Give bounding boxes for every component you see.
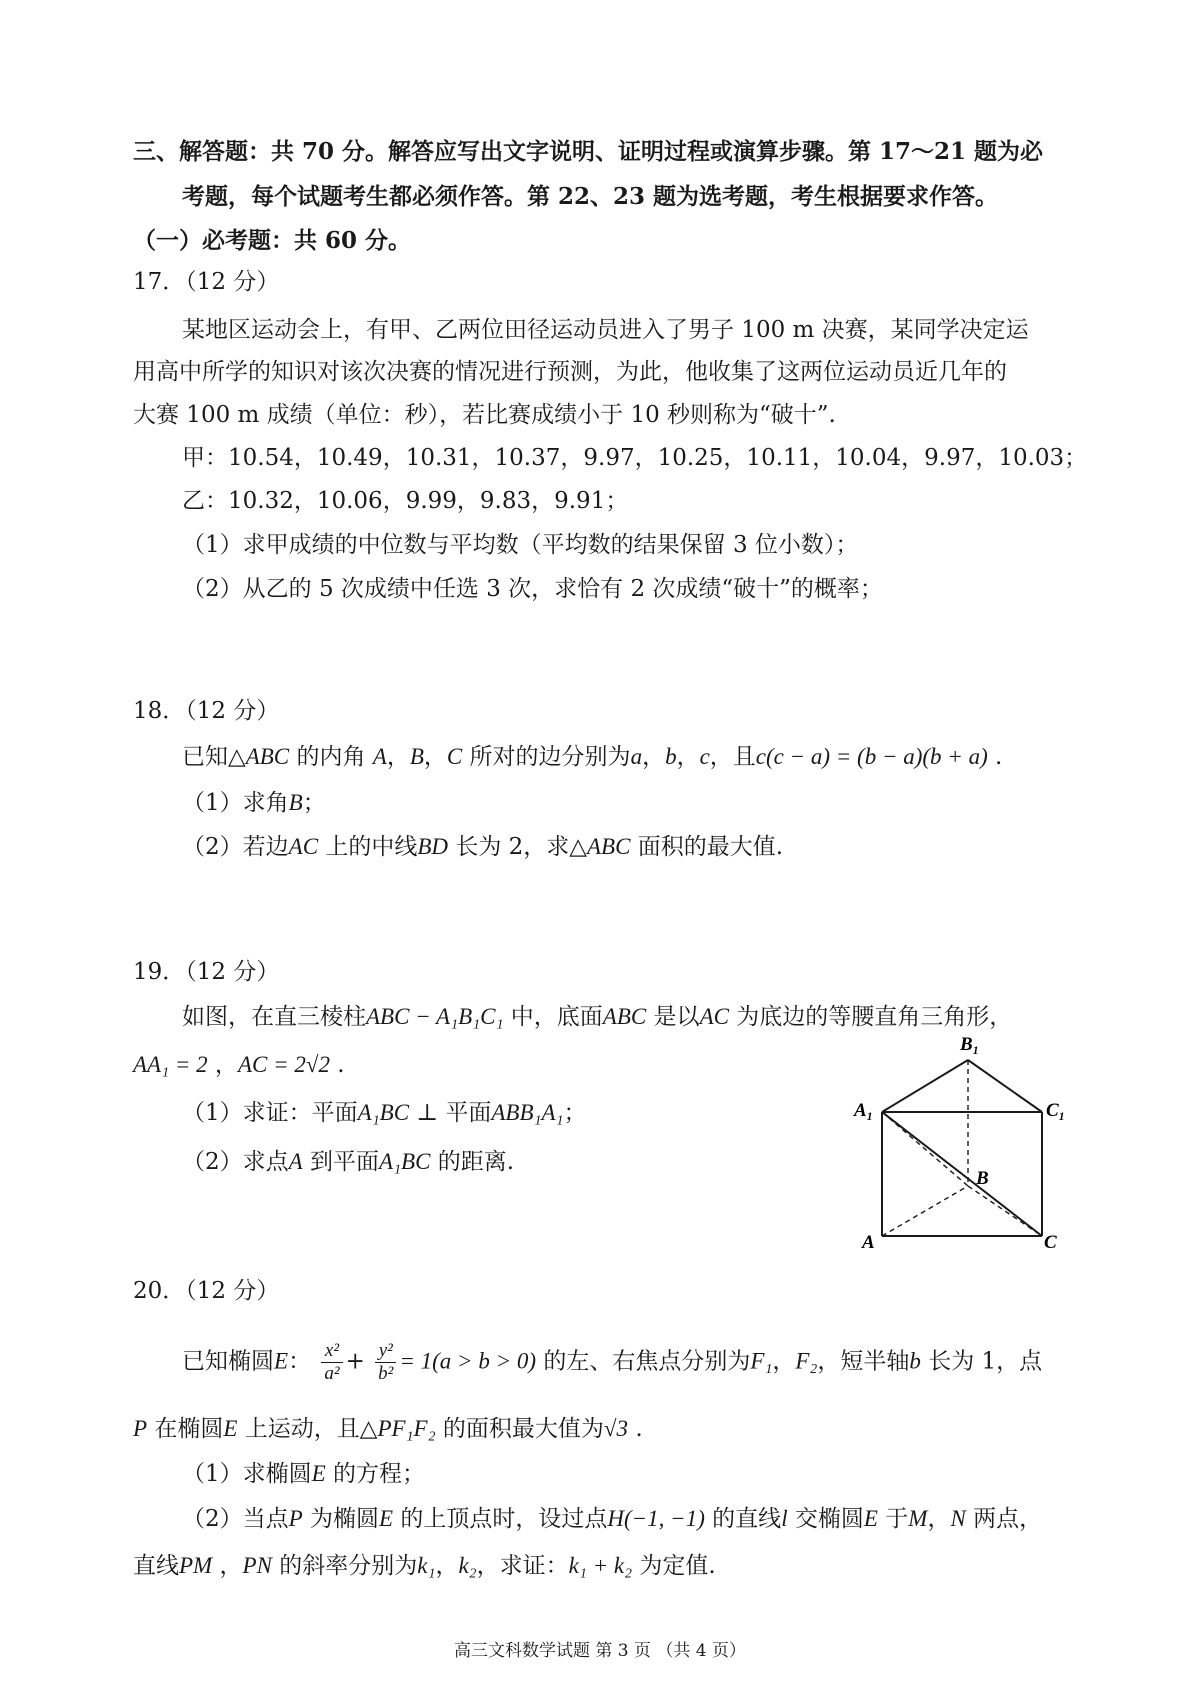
q18-text: ，且 [709, 744, 756, 770]
q18-text: 已知△ [182, 744, 246, 770]
q19-math: A [288, 1149, 303, 1174]
q20-text: 在椭圆 [147, 1416, 224, 1442]
fraction-x2-a2 [321, 1340, 342, 1385]
prism-hidden-edge [882, 1186, 968, 1236]
q20-math: N [950, 1506, 966, 1531]
prism-edge [968, 1060, 1042, 1112]
prism-hidden-edge [968, 1186, 1042, 1236]
q20-math: P [288, 1506, 303, 1531]
page-footer: 高三文科数学试题 第 3 页 （共 4 页） [453, 1641, 747, 1661]
q20-math: P [133, 1416, 148, 1441]
q17-intro-line2: 用高中所学的知识对该次决赛的情况进行预测，为此，他收集了这两位运动员近几年的 [133, 359, 1007, 385]
q19-text: 中，底面 [503, 1004, 603, 1030]
label-C1: C₁ [1046, 1100, 1066, 1121]
q19-statement-line2 [133, 1050, 345, 1080]
q20-math: M [908, 1506, 928, 1531]
q18-math: b [665, 744, 677, 769]
q19-text: 如图，在直三棱柱 [182, 1004, 366, 1030]
q20-math: H(−1, −1) [607, 1506, 705, 1531]
fraction-denominator: a² [324, 1363, 340, 1384]
q20-text: （1）求椭圆 [182, 1461, 312, 1487]
q20-math: PF₁F₂ [377, 1416, 436, 1441]
q20-text: 长为 1，点 [920, 1348, 1043, 1375]
label-B: B [976, 1168, 989, 1189]
q18-math: B [409, 744, 424, 769]
q20-part2-cont [133, 1551, 716, 1581]
q20-text: . [628, 1416, 643, 1442]
fraction-numerator: y² [375, 1340, 396, 1363]
q18-text: . [987, 744, 1003, 770]
q20-math: b [909, 1348, 921, 1374]
q20-text: ，求证： [476, 1553, 569, 1579]
fraction-numerator: x² [321, 1340, 342, 1363]
q19-text: ⊥ 平面 [409, 1100, 492, 1126]
q20-text: 交椭圆 [787, 1506, 864, 1532]
q19-math: A₁BC [357, 1100, 410, 1125]
section-heading-line2: 考题，每个试题考生都必须作答。第 22、23 题为选考题，考生根据要求作答。 [182, 183, 999, 210]
q18-number: 18．（12 分） [133, 698, 280, 724]
plus-sign: + [345, 1348, 365, 1375]
q20-text: ， [435, 1553, 459, 1579]
q20-text: 的上顶点时，设过点 [393, 1506, 608, 1532]
q18-text: ， [676, 744, 700, 770]
label-C: C [1044, 1232, 1057, 1253]
q19-text: 到平面 [302, 1149, 380, 1175]
q19-math: AC = 2√2 [237, 1052, 330, 1077]
q18-part2 [182, 832, 783, 862]
q20-math: E [863, 1506, 878, 1531]
q20-math: E [274, 1348, 289, 1374]
q20-text: 的直线 [704, 1506, 782, 1532]
q17-part1: （1）求甲成绩的中位数与平均数（平均数的结果保留 3 位小数）； [182, 532, 859, 558]
q17-jia-scores: 甲：10.54，10.49，10.31，10.37，9.97，10.25，10.11，10.04，9.97，10.03； [182, 445, 1088, 471]
q19-text: . [329, 1052, 345, 1078]
q20-text: ，短半轴 [817, 1348, 910, 1375]
q18-text: 上的中线 [318, 834, 418, 860]
q20-text: ， [212, 1553, 243, 1579]
q18-text: 长为 2，求△ [448, 834, 587, 860]
q18-text: 的内角 [289, 744, 373, 770]
q20-math: E [311, 1461, 326, 1486]
q20-text: ： [288, 1348, 312, 1375]
q19-math: ABC [602, 1004, 647, 1029]
q20-text: 两点， [965, 1506, 1043, 1532]
q19-number: 19．（12 分） [133, 959, 280, 985]
q19-text: 为底边的等腰直角三角形， [728, 1004, 1013, 1030]
q20-statement-line1 [182, 1340, 1042, 1385]
q20-statement-line2 [133, 1414, 643, 1444]
q20-text: 的斜率分别为 [271, 1553, 418, 1579]
q20-text: 已知椭圆 [182, 1348, 274, 1375]
q19-text: （2）求点 [182, 1149, 289, 1175]
q20-text: ， [927, 1506, 951, 1532]
q19-text: ； [563, 1100, 587, 1126]
q18-math: ABC [245, 744, 290, 769]
q19-math: ABC − A₁B₁C₁ [366, 1004, 504, 1029]
q19-math: AC [699, 1004, 729, 1029]
q20-math: = 1(a > b > 0) [399, 1348, 537, 1374]
q18-text: （1）求角 [182, 790, 289, 816]
q20-text: 直线 [133, 1553, 179, 1579]
q18-math: ABC [586, 834, 631, 859]
label-B1: B₁ [960, 1034, 980, 1055]
q17-intro-line1: 某地区运动会上，有甲、乙两位田径运动员进入了男子 100 m 决赛，某同学决定运 [182, 317, 1029, 343]
q20-text: ， [772, 1348, 796, 1375]
q19-math: A₁BC [379, 1149, 431, 1174]
q20-math: k₁ [417, 1553, 436, 1578]
q19-text: 是以 [646, 1004, 700, 1030]
q20-math: E [223, 1416, 238, 1441]
q18-statement [182, 742, 1002, 772]
q20-text: 的方程； [325, 1461, 426, 1487]
q19-statement-line1 [182, 1002, 1012, 1032]
prism-diagonal [882, 1112, 1042, 1236]
q18-math: BD [417, 834, 449, 859]
fraction-y2-b2 [375, 1340, 396, 1385]
q18-text: ， [386, 744, 410, 770]
q18-text: 面积的最大值. [630, 834, 784, 860]
q18-math: A [372, 744, 387, 769]
q19-math: AA₁ = 2 [133, 1052, 208, 1077]
q17-intro-line3: 大赛 100 m 成绩（单位：秒），若比赛成绩小于 10 秒则称为“破十”. [133, 402, 836, 428]
q20-text: 的左、右焦点分别为 [536, 1348, 751, 1375]
q20-text: 上运动，且△ [237, 1416, 378, 1442]
section-heading-line1: 三、解答题：共 70 分。解答应写出文字说明、证明过程或演算步骤。第 17～21 题为必 [133, 138, 1044, 165]
q20-math: E [379, 1506, 394, 1531]
q18-text: ； [302, 790, 326, 816]
q20-text: 为定值. [632, 1553, 716, 1579]
q17-part2: （2）从乙的 5 次成绩中任选 3 次，求恰有 2 次成绩“破十”的概率； [182, 576, 883, 602]
label-A1: A₁ [854, 1100, 874, 1121]
q19-text: （1）求证：平面 [182, 1100, 358, 1126]
q20-math: k₁ + k₂ [568, 1553, 633, 1578]
q18-part1 [182, 788, 326, 818]
q19-text: ， [207, 1052, 238, 1078]
q18-text: ， [423, 744, 447, 770]
q18-math: a [630, 744, 643, 769]
q20-math: F₁ [750, 1348, 773, 1374]
q18-text: 所对的边分别为 [462, 744, 631, 770]
q20-number: 20．（12 分） [133, 1278, 280, 1304]
q18-math: C [446, 744, 463, 769]
q19-part1 [182, 1098, 587, 1128]
q19-part2 [182, 1147, 514, 1177]
q20-text: （2）当点 [182, 1506, 289, 1532]
q17-yi-scores: 乙：10.32，10.06，9.99，9.83，9.91； [182, 488, 629, 514]
q17-number: 17．（12 分） [133, 269, 280, 295]
prism-figure [850, 1030, 1070, 1270]
label-A: A [862, 1232, 875, 1253]
q20-math: PM [179, 1553, 213, 1578]
q20-text: 为椭圆 [302, 1506, 380, 1532]
q18-text: （2）若边 [182, 834, 289, 860]
q20-part1 [182, 1459, 425, 1489]
fraction-denominator: b² [378, 1363, 394, 1384]
q19-text: 的距离. [430, 1149, 515, 1175]
q20-part2 [182, 1504, 1042, 1534]
q18-math: c [699, 744, 710, 769]
q18-math: AC [288, 834, 319, 859]
q18-equation: c(c − a) = (b − a)(b + a) [755, 744, 988, 769]
q20-math: √3 [603, 1416, 629, 1441]
q20-math: PN [242, 1553, 272, 1578]
q18-math: B [288, 790, 303, 815]
prism-edge [882, 1060, 968, 1112]
q19-math: ABB₁A₁ [491, 1100, 564, 1125]
q20-math: l [781, 1506, 788, 1531]
q20-math: k₂ [458, 1553, 477, 1578]
sub-heading: （一）必考题：共 60 分。 [133, 227, 412, 254]
q20-text: 于 [877, 1506, 909, 1532]
q20-text: 的面积最大值为 [435, 1416, 604, 1442]
q18-text: ， [642, 744, 666, 770]
q20-math: F₂ [795, 1348, 818, 1374]
